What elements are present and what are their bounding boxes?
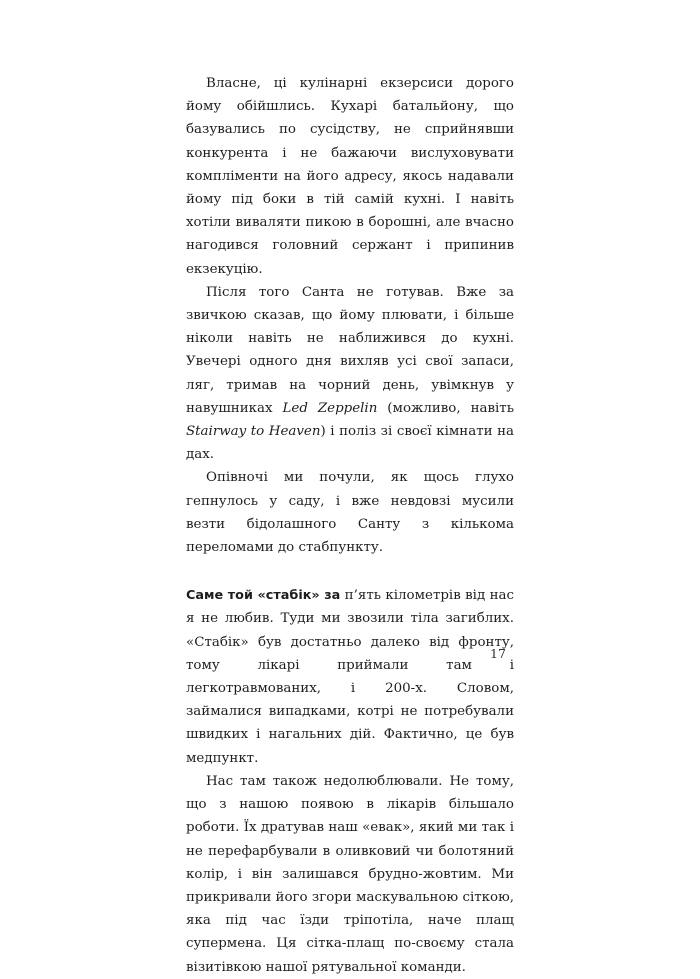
- section-lead-in: Саме той «стабік» за: [186, 588, 341, 604]
- section-break: [186, 559, 514, 584]
- paragraph-5-text: Нас там також недолюблювали. Не тому, що з нашою появою в лікарів більшало роботи. Їх дратував наш «евак», який ми так і не перефарбували в оливковий чи болотяний колір, і він залишався брудно-жовтим. Ми прикривали його згори маскувальною сіткою, яка під час їзди тріпотіла, наче плащ супермена. Ця сітка-плащ по-своєму стала візитівкою нашої рятувальної команди.: [186, 773, 514, 975]
- paragraph-4: [186, 584, 514, 770]
- page-number: 17: [490, 646, 506, 661]
- paragraph-2-text-b: (можливо, навіть: [377, 400, 514, 416]
- paragraph-1-text: Власне, ці кулінарні екзерсиси дорого йому обійшлись. Кухарі батальйону, що базувались по сусідству, не сприйнявши конкурента і не бажаючи вислуховувати компліменти на його адресу, якось надавали йому під боки в тій самій кухні. І навіть хотіли виваляти пикою в борошні, але вчасно нагодився головний сержант і припинив екзекуцію.: [186, 76, 514, 277]
- paragraph-2-text-a: Після того Санта не готував. Вже за звичкою сказав, що йому плювати, і більше ніколи навіть не наближився до кухні. Увечері одного дня вихляв усі свої запаси, ляг, тримав на чорний день, увімкнув у навушниках: [186, 284, 514, 416]
- paragraph-2-text-c: ) і поліз зі своєї кімнати на дах.: [186, 424, 515, 463]
- band-name: Led Zeppelin: [282, 400, 378, 416]
- paragraph-3: [186, 466, 514, 559]
- paragraph-1: [186, 72, 514, 281]
- paragraph-3-text: Опівночі ми почули, як щось глухо гепнулось у саду, і вже невдовзі мусили везти бідолашного Санту з кількома переломами до стабпункту.: [186, 470, 514, 556]
- paragraph-4-text: п’ять кілометрів від нас я не любив. Туди ми звозили тіла загиблих. «Стабік» був достатньо далеко від фронту, тому лікарі приймали там і легкотравмованих, і 200-х. Словом, займалися випадками, котрі не потребували швидких і нагальних дій. Фактично, це був медпункт.: [186, 588, 514, 766]
- book-page: [186, 72, 514, 979]
- paragraph-2: [186, 281, 514, 467]
- song-title: Stairway to Heaven: [186, 424, 321, 440]
- paragraph-5: [186, 770, 514, 979]
